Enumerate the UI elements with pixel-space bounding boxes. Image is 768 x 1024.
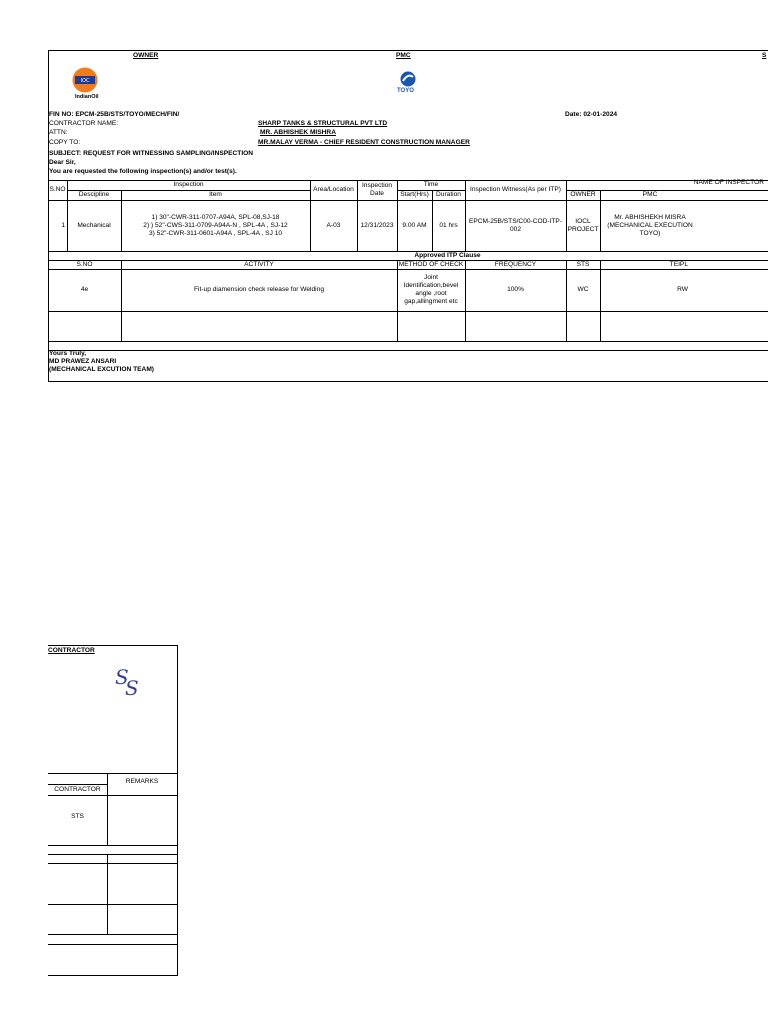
col-header-time: Time <box>423 181 439 188</box>
owner-label: OWNER <box>133 52 159 59</box>
svg-text:IOC: IOC <box>80 78 90 84</box>
contractor-name-label: CONTRACTOR NAME: <box>49 120 119 127</box>
toyo-logo-text: TOYO <box>397 88 414 94</box>
signature-name: MD PRAWEZ ANSARI <box>49 358 117 365</box>
page2-col-contractor: CONTRACTOR <box>54 785 101 793</box>
itp-title: Approved ITP Clause <box>414 251 481 259</box>
svg-text:S: S <box>125 676 139 698</box>
col-header-owner: OWNER <box>570 191 596 198</box>
itp-row-activity: Fit-up diamension check release for Welding <box>194 286 324 293</box>
col-header-witness: Inspection Witness(As per ITP) <box>470 186 561 193</box>
row-area: A-03 <box>326 221 341 229</box>
signature-closing: Yours Truly, <box>49 350 87 357</box>
contractor-name-value: SHARP TANKS & STRUCTURAL PVT LTD <box>258 120 388 127</box>
col-header-item: Item <box>209 191 222 198</box>
page2-value-sts: STS <box>71 813 84 820</box>
signature-team: (MECHANICAL EXCUTION TEAM) <box>49 366 155 373</box>
row-owner: IOCL PROJECT <box>567 217 599 233</box>
toyo-logo <box>399 71 417 87</box>
salutation: Dear Sir, <box>49 159 76 166</box>
page2-col-remarks: REMARKS <box>125 778 159 785</box>
row-sno: 1 <box>61 221 65 229</box>
row-witness: EPCM-25B/STS/C00-COD-ITP-002 <box>468 217 563 233</box>
itp-row-method: Joint Identification,bevel angle ,root gap,allingment etc <box>403 274 459 305</box>
row-start: 9.00 AM <box>402 221 427 229</box>
itp-header-sno: S.NO <box>76 260 93 268</box>
document-date: Date: 02-01-2024 <box>565 111 618 118</box>
sts-logo <box>113 664 145 698</box>
col-header-duration: Duration <box>436 191 461 198</box>
col-header-name-of-inspector: NAME OF INSPECTOR <box>693 179 764 186</box>
copy-to-value: MR.MALAY VERMA - CHIEF RESIDENT CONSTRUCTION MANAGER <box>258 139 470 146</box>
item-line-1: 1) 30"-CWR-311-0707-A94A, SPL-08,SJ-18 <box>151 213 280 221</box>
itp-header-activity: ACTIVITY <box>244 260 274 268</box>
itp-row-sts: WC <box>577 286 589 293</box>
request-line: You are requested the following inspection(s) and/or test(s). <box>49 168 237 175</box>
row-descipline: Mechanical <box>77 221 111 229</box>
row-inspection-date: 12/31/2023 <box>360 221 394 229</box>
indianoil-logo <box>72 67 98 93</box>
item-line-2: 2) ) 52"-CWS-311-0709-A94A-N , SPL-4A , SJ-12 <box>143 221 288 229</box>
row-item-cell <box>121 200 310 251</box>
svg-text:S: S <box>115 665 129 689</box>
itp-row-sno: 4e <box>80 286 89 293</box>
col-header-pmc: PMC <box>642 191 658 198</box>
frame-top-line <box>48 50 768 51</box>
copy-to-label: COPY TO: <box>49 139 81 146</box>
row-duration: 01 hrs <box>439 221 458 229</box>
col-header-start: Start(Hrs) <box>400 191 429 198</box>
page2-contractor-label: CONTRACTOR <box>48 647 95 654</box>
attn-value: MR. ABHISHEK MISHRA <box>260 129 336 136</box>
itp-header-frequency: FREQUENCY <box>494 260 537 268</box>
indianoil-logo-text: IndianOil <box>75 94 99 100</box>
itp-header-teipl: TEIPL <box>669 260 688 268</box>
itp-header-method: METHOD OF CHECK <box>398 260 464 268</box>
item-line-3: 3) 52"-CWR-311-0601-A94A , SPL-4A , SJ 10 <box>148 229 283 237</box>
subject-line: SUBJECT: REQUEST FOR WITNESSING SAMPLING/INSPECTION <box>49 150 254 157</box>
col-header-inspection-date: Inspection Date <box>361 182 393 197</box>
itp-row-teipl: RW <box>677 286 688 293</box>
frame-bottom-line <box>48 381 768 382</box>
attn-label: ATTN: <box>49 129 68 136</box>
col-header-area: Area/Location <box>313 186 354 193</box>
row-pmc: Mr. ABHISHEKH MISRA (MECHANICAL EXECUTION TOYO) <box>607 213 693 237</box>
edge-mark: S <box>762 52 767 59</box>
itp-row-frequency: 100% <box>507 286 524 293</box>
col-header-inspection: Inspection <box>173 181 204 188</box>
fin-no: FIN NO: EPCM-25B/STS/TOYO/MECH/FIN/ <box>49 111 180 118</box>
itp-header-sts: STS <box>576 260 590 268</box>
col-header-sno: S.NO <box>49 186 66 193</box>
col-header-descipline: Descipline <box>78 191 110 198</box>
pmc-label: PMC <box>396 52 411 59</box>
